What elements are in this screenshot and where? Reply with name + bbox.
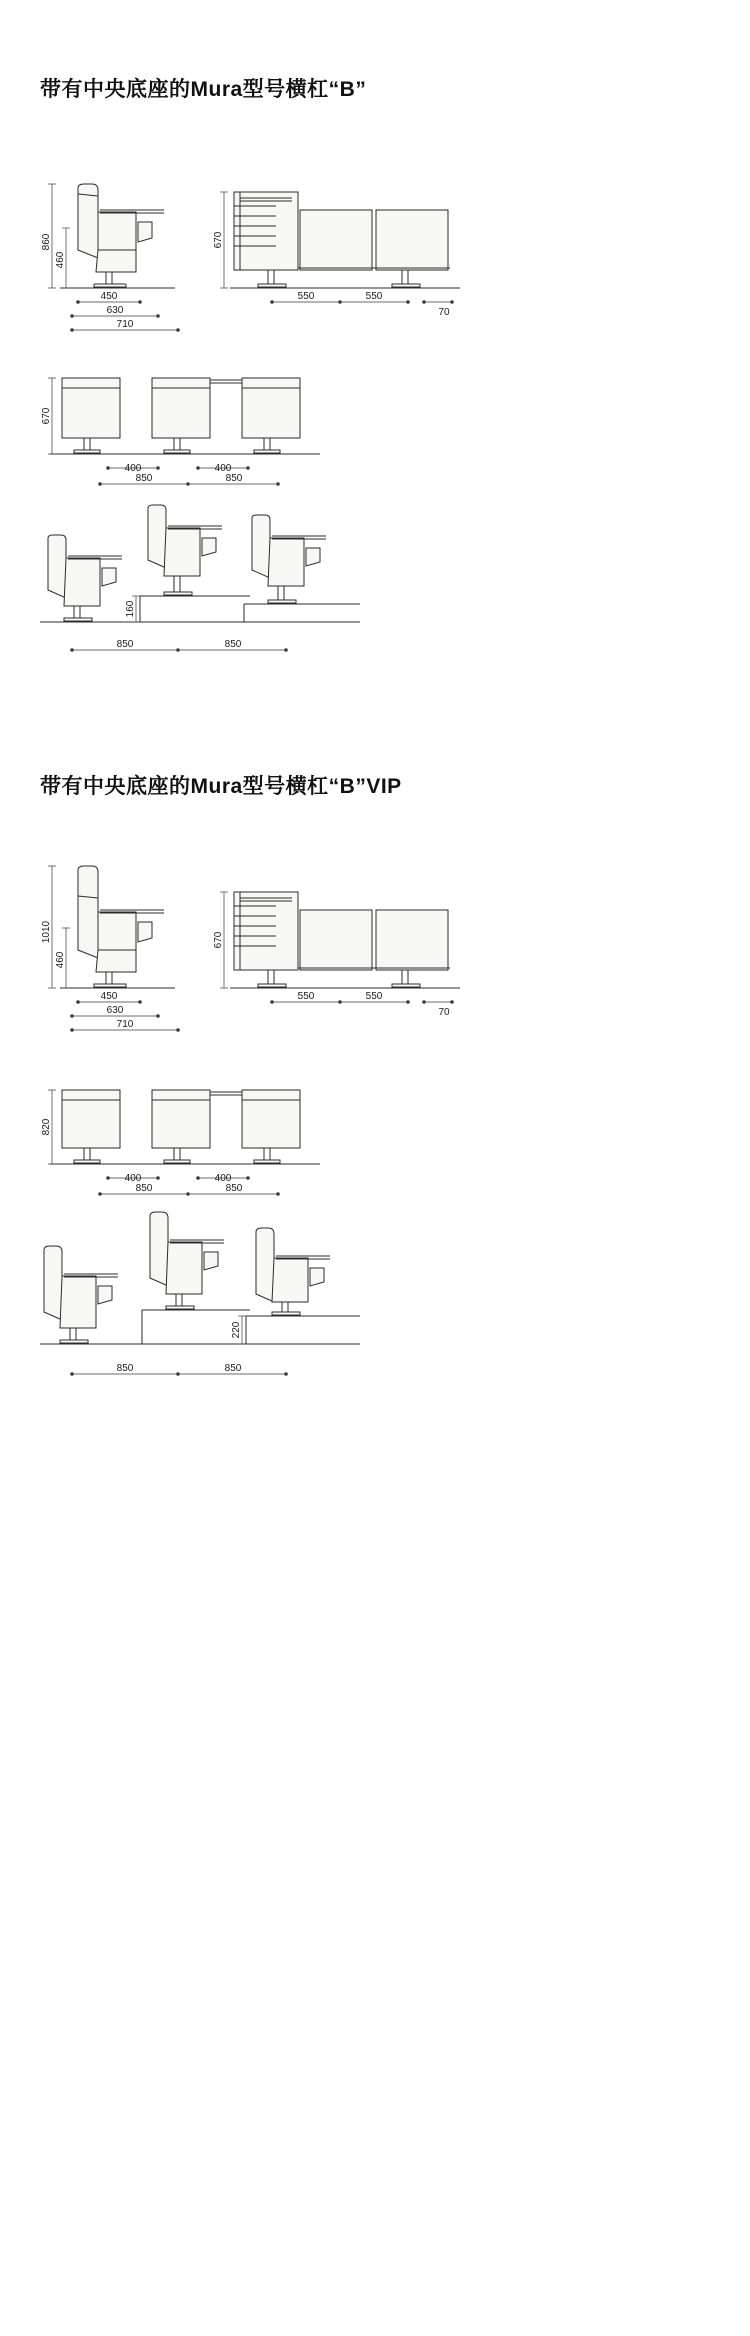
s2-front-view	[41, 1090, 320, 1196]
dim-850-a: 850	[135, 1183, 153, 1194]
dim-550-b: 550	[365, 291, 383, 302]
dim-550-a: 550	[297, 291, 315, 302]
s1-tiered-view	[40, 505, 360, 652]
section-title-2: 带有中央底座的Mura型号横杠“B”VIP	[40, 775, 402, 798]
dim-450: 450	[100, 991, 118, 1002]
s1-row-view	[213, 192, 460, 318]
s2-side-view	[41, 866, 180, 1032]
s2-tiered-view	[40, 1212, 360, 1376]
dim-850-c: 850	[116, 639, 134, 650]
dim-850-d: 850	[224, 639, 242, 650]
dim-710: 710	[116, 319, 134, 330]
dim-550-b: 550	[365, 991, 383, 1002]
dim-400-a: 400	[124, 463, 142, 474]
s1-side-view	[41, 184, 180, 332]
dim-160: 160	[125, 600, 136, 618]
dim-450: 450	[100, 291, 118, 302]
dim-70: 70	[438, 1007, 450, 1018]
dim-460: 460	[55, 951, 66, 969]
dim-850-a: 850	[135, 473, 153, 484]
dim-630: 630	[106, 305, 124, 316]
dim-850-b: 850	[225, 473, 243, 484]
dim-70: 70	[438, 307, 450, 318]
dim-400-a: 400	[124, 1173, 142, 1184]
dim-630: 630	[106, 1005, 124, 1016]
dim-460: 460	[55, 251, 66, 269]
s2-row-view	[213, 892, 460, 1018]
dim-1010: 1010	[41, 920, 52, 944]
s1-front-view	[41, 378, 320, 486]
dim-850-c: 850	[116, 1363, 134, 1374]
dim-850-b: 850	[225, 1183, 243, 1194]
dim-220: 220	[231, 1321, 242, 1339]
dim-820: 820	[41, 1118, 52, 1136]
dim-670: 670	[213, 231, 224, 249]
dim-400-b: 400	[214, 463, 232, 474]
dim-850-d: 850	[224, 1363, 242, 1374]
dim-670: 670	[213, 931, 224, 949]
dim-550-a: 550	[297, 991, 315, 1002]
section-title-1: 带有中央底座的Mura型号横杠“B”	[40, 78, 367, 101]
dim-860: 860	[41, 233, 52, 251]
dim-400-b: 400	[214, 1173, 232, 1184]
dim-670: 670	[41, 407, 52, 425]
dim-710: 710	[116, 1019, 134, 1030]
